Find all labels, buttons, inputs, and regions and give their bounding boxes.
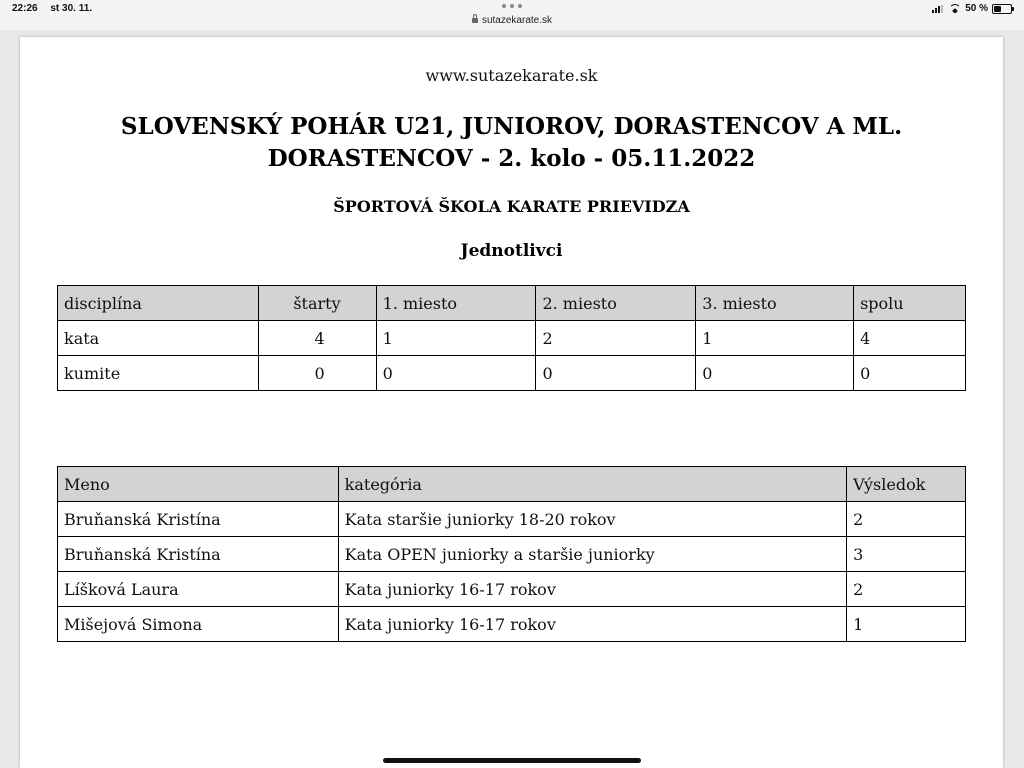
section-title: Jednotlivci xyxy=(460,241,563,261)
signal-icon xyxy=(932,5,944,13)
header-cell: 1. miesto xyxy=(376,286,536,321)
header-cell: disciplína xyxy=(58,286,259,321)
results-table xyxy=(57,466,966,642)
table-cell: kumite xyxy=(58,356,259,391)
table-cell: 3 xyxy=(847,537,966,572)
table-cell: 1 xyxy=(847,607,966,642)
table-cell: 1 xyxy=(696,321,854,356)
header-cell: Meno xyxy=(58,467,339,502)
site-url: www.sutazekarate.sk xyxy=(425,66,598,85)
table-row xyxy=(58,572,966,607)
table-cell: 0 xyxy=(376,356,536,391)
header-cell: Výsledok xyxy=(847,467,966,502)
table-row xyxy=(58,502,966,537)
status-time: 22:26 xyxy=(12,3,38,14)
header-cell: 3. miesto xyxy=(696,286,854,321)
club-name: ŠPORTOVÁ ŠKOLA KARATE PRIEVIDZA xyxy=(333,197,690,216)
table-cell: 2 xyxy=(536,321,696,356)
wifi-icon xyxy=(949,4,961,13)
status-date: st 30. 11. xyxy=(50,3,93,14)
header-cell: spolu xyxy=(854,286,966,321)
table-cell: kata xyxy=(58,321,259,356)
table-cell: Kata staršie juniorky 18-20 rokov xyxy=(338,502,846,537)
status-indicators xyxy=(932,3,1012,14)
table-cell: 4 xyxy=(258,321,376,356)
table-cell: Líšková Laura xyxy=(58,572,339,607)
table-cell: 0 xyxy=(696,356,854,391)
table-row xyxy=(58,607,966,642)
header-cell: 2. miesto xyxy=(536,286,696,321)
table-row xyxy=(58,537,966,572)
table-cell: 1 xyxy=(376,321,536,356)
table-cell: Mišejová Simona xyxy=(58,607,339,642)
document-page xyxy=(20,37,1003,768)
battery-fill xyxy=(994,6,1001,12)
summary-table xyxy=(57,285,966,391)
battery-icon xyxy=(992,4,1012,14)
battery-percent: 50 % xyxy=(965,3,988,14)
table-cell: 0 xyxy=(258,356,376,391)
table-cell: 0 xyxy=(536,356,696,391)
table-cell: 2 xyxy=(847,502,966,537)
header-cell: kategória xyxy=(338,467,846,502)
table-cell: 2 xyxy=(847,572,966,607)
home-indicator[interactable] xyxy=(383,758,641,763)
table-cell: 0 xyxy=(854,356,966,391)
table-cell: Bruňanská Kristína xyxy=(58,537,339,572)
multitasking-dots-icon[interactable] xyxy=(502,4,522,8)
address-url: sutazekarate.sk xyxy=(481,15,553,26)
table-cell: Kata OPEN juniorky a staršie juniorky xyxy=(338,537,846,572)
table-cell: Kata juniorky 16-17 rokov xyxy=(338,572,846,607)
address-bar[interactable] xyxy=(0,15,1024,26)
table-cell: Bruňanská Kristína xyxy=(58,502,339,537)
results-header-row xyxy=(58,467,966,502)
table-row xyxy=(58,321,966,356)
page-title: SLOVENSKÝ POHÁR U21, JUNIOROV, DORASTENCOV A ML. DORASTENCOV - 2. kolo - 05.11.2022 xyxy=(120,113,903,172)
status-bar xyxy=(0,0,1024,30)
table-cell: Kata juniorky 16-17 rokov xyxy=(338,607,846,642)
summary-header-row xyxy=(58,286,966,321)
lock-icon xyxy=(472,18,478,23)
status-clock xyxy=(12,3,92,14)
table-cell: 4 xyxy=(854,321,966,356)
header-cell: štarty xyxy=(258,286,376,321)
table-row xyxy=(58,356,966,391)
